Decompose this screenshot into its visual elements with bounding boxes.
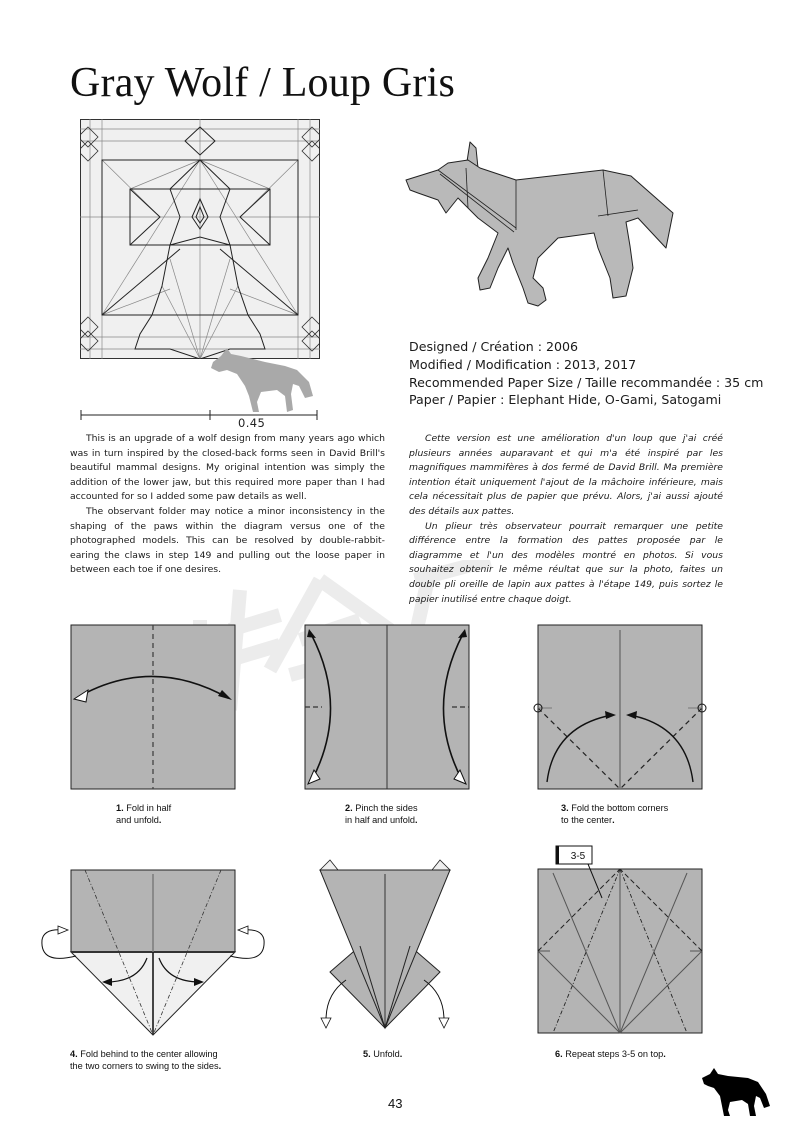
scale-ruler	[80, 405, 320, 435]
step-2-caption: 2. Pinch the sides in half and unfold.	[345, 803, 418, 826]
paper-size: Recommended Paper Size / Taille recommandée : 35 cm	[409, 374, 764, 390]
step-1-caption: 1. Fold in half and unfold.	[116, 803, 172, 826]
step-5-caption: 5. Unfold.	[363, 1049, 403, 1059]
step-5-diagram	[310, 856, 460, 1036]
crease-pattern-diagram	[80, 119, 320, 359]
english-paragraph: The observant folder may notice a minor inconsistency in the shaping of the paws within the diagram versus one of the photographed models. This can be resolved by double-rabbit-earing the claws in step 149 and pulling out the loose paper in between each toe if one desires.	[70, 505, 385, 576]
scale-wolf-silhouette	[205, 340, 320, 415]
page-title: Gray Wolf / Loup Gris	[70, 60, 455, 106]
french-paragraph: Cette version est une amélioration d'un loup que j'ai créé plusieurs années auparavant et qui m'a été inspiré par les magnifiques mammifères à dos fermé de David Brill. Ma première intention était uniquement l'ajout de la mâchoire inférieure, mais cela nécessitait plus de papier que prévu. Alors, j'ai aussi ajouté des détails aux pattes.	[409, 433, 723, 517]
french-paragraph: Un plieur très observateur pourrait remarquer une petite différence entre la formation des pattes proposée par le diagramme et l'un des modèles montré en photos. Si vous souhaitez obtenir le même réultat que sur la photo, faites un double pli oreille de lapin aux pattes à l'étape 149, puis sortez le papier inutilisé entre chaque doigt.	[409, 520, 723, 605]
step-2-diagram	[304, 624, 470, 790]
model-info	[409, 338, 763, 409]
step-6-caption: 6. Repeat steps 3-5 on top.	[555, 1049, 666, 1059]
step-1-diagram	[70, 624, 236, 790]
english-paragraph: This is an upgrade of a wolf design from many years ago which was in turn inspired by the closed-back forms seen in David Brill's beautiful mammal designs. My original intention was simply the addition of the lower jaw, but this required more paper than I had accounted for so I added some paw details as well.	[70, 433, 385, 503]
wolf-silhouette-icon	[700, 1066, 772, 1118]
folded-wolf-illustration	[398, 138, 698, 313]
modified-date: Modified / Modification : 2013, 2017	[409, 356, 637, 372]
step-3-caption: 3. Fold the bottom corners to the center.	[561, 803, 669, 826]
step-4-diagram	[30, 860, 290, 1040]
page-number: 43	[388, 1096, 403, 1111]
scale-ratio: 0.45	[238, 416, 266, 430]
step-6-diagram	[536, 842, 706, 1037]
step-3-diagram	[532, 624, 710, 790]
paper-type: Paper / Papier : Elephant Hide, O-Gami, Satogami	[409, 392, 722, 408]
description-french	[409, 432, 723, 607]
step-6-callout: 3-5	[570, 851, 586, 862]
description-english	[70, 432, 385, 578]
designed-date: Designed / Création : 2006	[409, 339, 579, 354]
step-4-caption: 4. Fold behind to the center allowing the two corners to swing to the sides.	[70, 1049, 222, 1072]
